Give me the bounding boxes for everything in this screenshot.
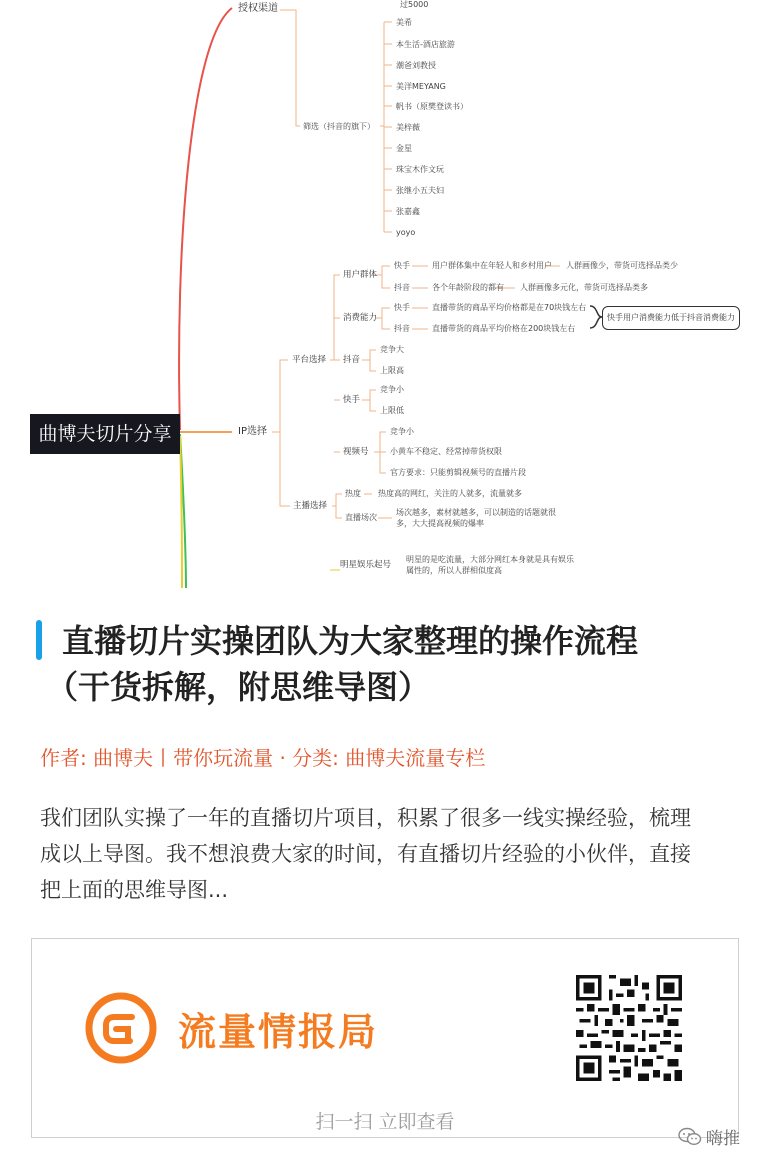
- mindmap-node: 明星娱乐起号: [340, 560, 392, 570]
- mindmap-leaf: 美梓薇: [396, 123, 420, 132]
- mindmap-node-auth: 授权渠道: [238, 3, 278, 14]
- qr-code-icon[interactable]: [576, 975, 682, 1081]
- mindmap-node-platform: 平台选择: [292, 355, 327, 365]
- mindmap-leaf: 张嘉鑫: [396, 207, 420, 216]
- mindmap-leaf: 潮爸刘教授: [396, 61, 436, 70]
- mindmap-node: 直播场次: [345, 513, 377, 522]
- mindmap-leaf: 直播带货的商品平均价格都是在70块钱左右: [432, 303, 587, 312]
- mindmap-node: 抖音: [394, 324, 410, 333]
- footer-label: 嗨推: [706, 1129, 740, 1149]
- mindmap-node: 抖音: [343, 355, 361, 365]
- mindmap-leaf: 竞争小: [390, 427, 414, 436]
- wechat-icon: [678, 1127, 702, 1147]
- footer-watermark: [678, 1124, 740, 1149]
- article-title[interactable]: [46, 618, 722, 710]
- article-title-line2: （干货拆解，附思维导图）: [46, 668, 431, 706]
- mindmap-leaf: 金星: [396, 144, 412, 153]
- mindmap-node-select: 筛选（抖音的旗下）: [303, 122, 375, 131]
- mindmap-leaf: 珠宝木作文玩: [396, 165, 444, 174]
- article-title-line1: 直播切片实操团队为大家整理的操作流程: [62, 622, 639, 660]
- mindmap-leaf: yoyo: [396, 228, 416, 237]
- mindmap-leaf: 竞争小: [380, 385, 404, 394]
- scan-prompt: 扫一扫 立即查看: [315, 1111, 455, 1133]
- mindmap-leaf: 人群画像多元化，带货可选择品类多: [520, 283, 648, 292]
- mindmap-leaf: 热度高的网红，关注的人就多，流量就多: [378, 489, 522, 498]
- mindmap-node-host: 主播选择: [293, 501, 328, 511]
- mindmap-leaf: 本生活-酒店旅游: [396, 40, 455, 49]
- mindmap-node: 消费能力: [343, 313, 378, 323]
- mindmap-leaf: 上限高: [380, 366, 404, 375]
- mindmap-node: 热度: [345, 489, 361, 498]
- mindmap-node-ip: IP选择: [238, 426, 267, 437]
- mindmap-node: 用户群体: [343, 270, 378, 280]
- mindmap-leaf: 场次越多，素材就越多，可以制造的话题就很: [396, 508, 556, 517]
- mindmap-leaf: 明星的是吃流量，大部分网红本身就是具有娱乐: [406, 555, 574, 564]
- mindmap-leaf: 张继小五夫妇: [396, 186, 444, 195]
- brand-logo-icon: [84, 991, 158, 1065]
- mindmap-node: 快手: [343, 395, 361, 405]
- mindmap-leaf: 官方要求：只能剪辑视频号的直播片段: [390, 468, 526, 477]
- mindmap-leaf: 属性的，所以人群相似度高: [406, 566, 502, 575]
- article-excerpt[interactable]: 我们团队实操了一年的直播切片项目，积累了很多一线实操经验，梳理成以上导图。我不想浪费大家的时间，有直播切片经验的小伙伴，直接把上面的思维导图...: [40, 806, 691, 902]
- mindmap-node: 过5000: [400, 0, 429, 9]
- mindmap-node: 快手: [394, 303, 410, 312]
- mindmap-leaf: 美洋MEYANG: [396, 82, 446, 91]
- mindmap-leaf: 直播带货的商品平均价格在200块钱左右: [432, 324, 576, 333]
- mindmap-node: 视频号: [343, 447, 369, 457]
- mindmap-root-node: 曲博夫切片分享: [30, 414, 180, 454]
- mindmap-callout: 快手用户消费能力低于抖音消费能力: [602, 306, 740, 330]
- article-meta[interactable]: 作者: 曲博夫丨带你玩流量 · 分类: 曲博夫流量专栏: [40, 746, 486, 770]
- mindmap-leaf: 小黄车不稳定、经常掉带货权限: [390, 447, 502, 456]
- mindmap-leaf: 多，大大提高视频的爆率: [396, 519, 484, 528]
- mindmap-leaf: 帆书（原樊登读书）: [396, 102, 468, 111]
- mindmap-leaf: 用户群体集中在年轻人和乡村用户: [432, 261, 552, 270]
- mindmap-leaf: 上限低: [380, 406, 404, 415]
- mindmap-leaf: 各个年龄阶段的都有: [432, 283, 504, 292]
- mindmap-leaf: 竞争大: [380, 345, 404, 354]
- mindmap-leaf: 美希: [396, 18, 412, 27]
- promo-card[interactable]: [31, 938, 739, 1138]
- title-accent-bar: [36, 620, 42, 660]
- mindmap-node: 快手: [394, 261, 410, 270]
- mindmap-leaf: 人群画像少，带货可选择品类少: [566, 261, 678, 270]
- brand-name: 流量情报局: [178, 1010, 379, 1054]
- mindmap-node: 抖音: [394, 283, 410, 292]
